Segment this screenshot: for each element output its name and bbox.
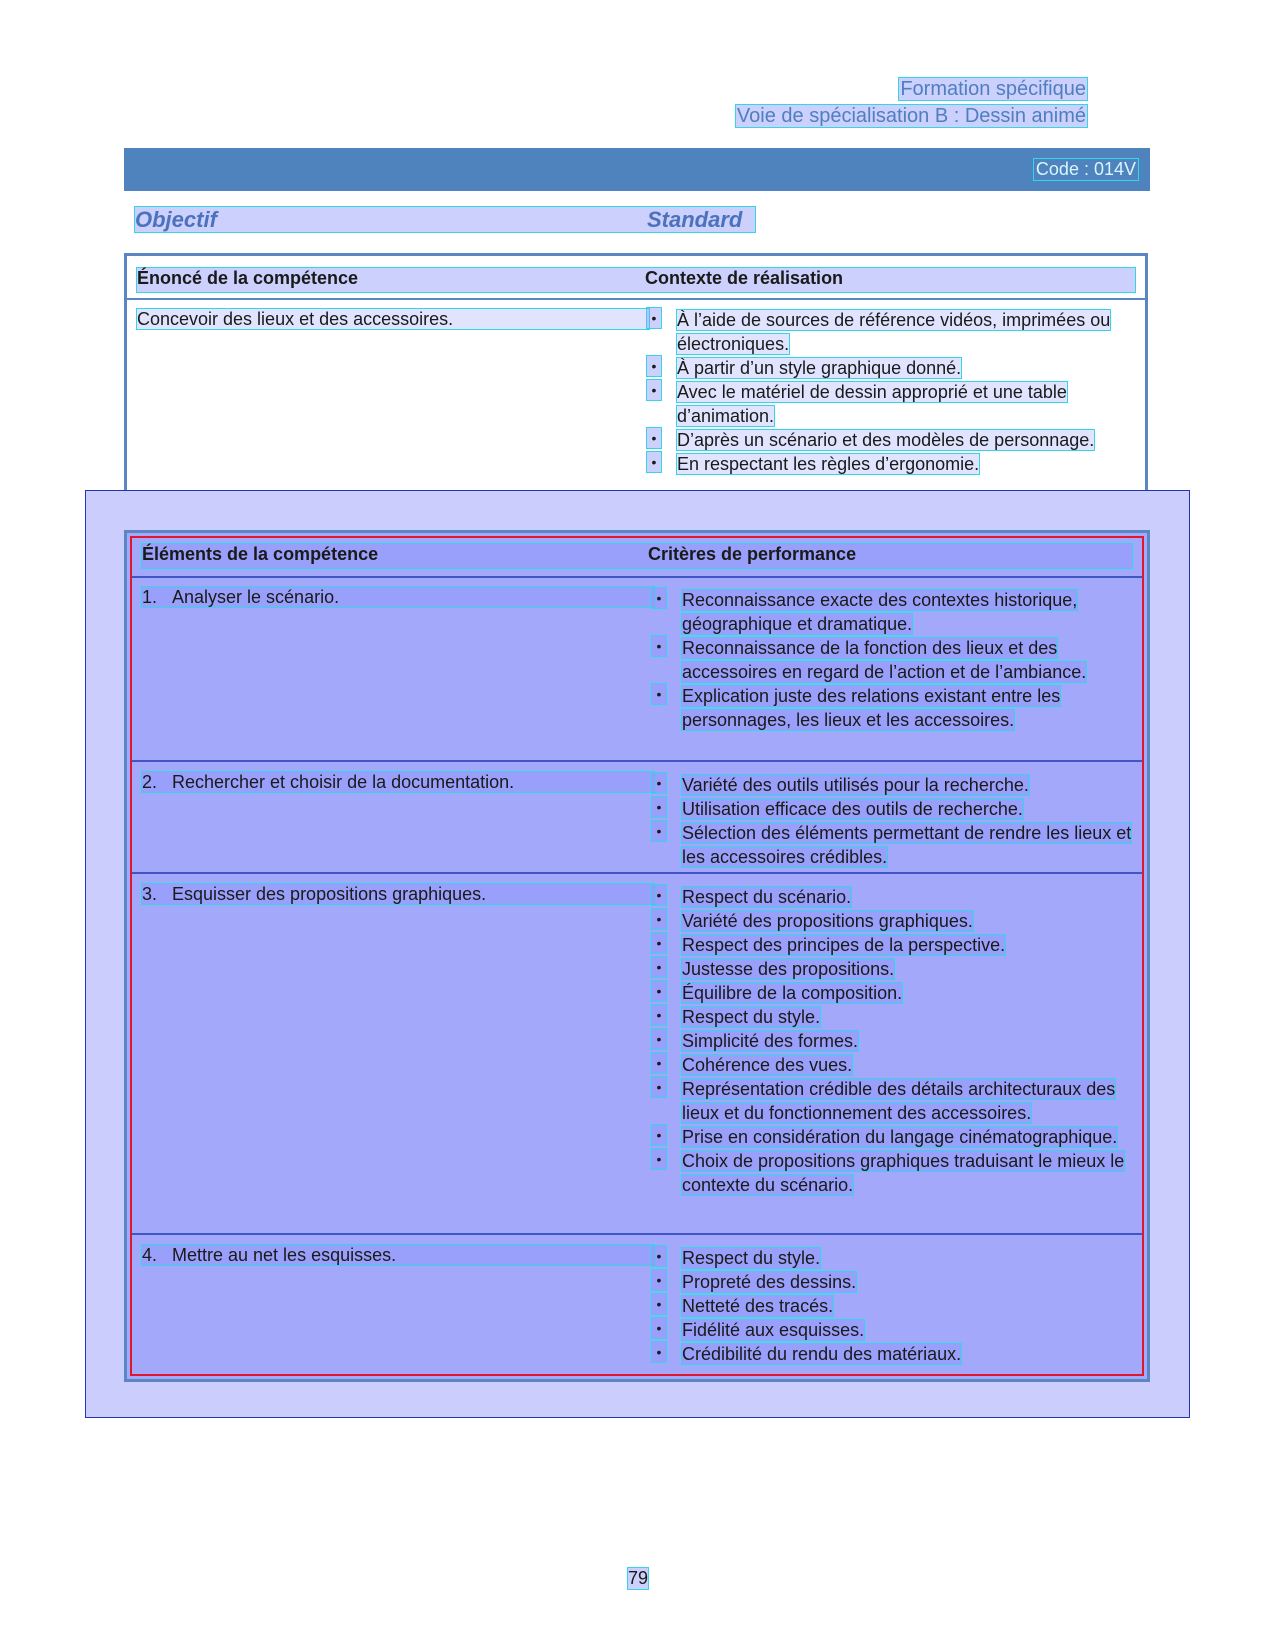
bullet-icon: •	[652, 1318, 666, 1338]
bullet-icon: •	[647, 308, 661, 328]
enonce-value: Concevoir des lieux et des accessoires.	[137, 309, 454, 329]
document-header	[736, 76, 1087, 130]
list-item: • Prise en considération du langage cinématographique.	[652, 1125, 1148, 1149]
bullet-icon: •	[647, 452, 661, 472]
bullet-icon: •	[647, 428, 661, 448]
bullet-icon: •	[652, 636, 666, 656]
list-item: • Cohérence des vues.	[652, 1053, 1148, 1077]
list-item: • Crédibilité du rendu des matériaux.	[652, 1342, 1148, 1366]
row-separator	[132, 760, 1142, 762]
list-item: • Respect du scénario.	[652, 885, 1148, 909]
bullet-icon: •	[652, 981, 666, 1001]
element-number: 2.	[142, 772, 158, 792]
row-separator	[132, 872, 1142, 874]
list-item: • Respect du style.	[652, 1005, 1148, 1029]
element-number: 4.	[142, 1245, 158, 1265]
table2-separator	[132, 576, 1142, 578]
enonce-text	[137, 309, 649, 329]
contexte-list	[647, 308, 1117, 476]
bullet-icon: •	[652, 933, 666, 953]
list-item: • Choix de propositions graphiques traduisant le mieux le contexte du scénario.	[652, 1149, 1148, 1197]
bullet-icon: •	[652, 821, 666, 841]
list-item: • Variété des propositions graphiques.	[652, 909, 1148, 933]
list-item: • Reconnaissance exacte des contextes historique, géographique et dramatique.	[652, 588, 1148, 636]
bullet-icon: •	[652, 1053, 666, 1073]
competency-code: Code : 014V	[1035, 159, 1136, 179]
table2-header-row	[142, 544, 1132, 568]
element-text: Esquisser des propositions graphiques.	[172, 884, 487, 904]
bullet-icon: •	[652, 1149, 666, 1169]
elements-header: Éléments de la compétence	[142, 544, 379, 564]
list-item: • Variété des outils utilisés pour la recherche.	[652, 773, 1148, 797]
enonce-header: Énoncé de la compétence	[137, 268, 359, 288]
bullet-icon: •	[652, 1342, 666, 1362]
header-program: Formation spécifique	[900, 78, 1086, 100]
bullet-icon: •	[652, 1029, 666, 1049]
list-item: • Explication juste des relations existant entre les personnages, les lieux et les accessoires.	[652, 684, 1148, 732]
bullet-icon: •	[652, 1125, 666, 1145]
list-item: • Respect du style.	[652, 1246, 1148, 1270]
bullet-icon: •	[652, 797, 666, 817]
element-text: Mettre au net les esquisses.	[172, 1245, 397, 1265]
bullet-icon: •	[652, 885, 666, 905]
bullet-icon: •	[652, 1077, 666, 1097]
competency-elements-table	[124, 530, 1150, 1382]
element-text: Rechercher et choisir de la documentation.	[172, 772, 515, 792]
list-item: • À l’aide de sources de référence vidéos, imprimées ou électroniques.	[647, 308, 1117, 356]
element-text: Analyser le scénario.	[172, 587, 340, 607]
list-item: • Propreté des dessins.	[652, 1270, 1148, 1294]
competency-statement-table	[124, 253, 1148, 516]
bullet-icon: •	[652, 1294, 666, 1314]
bullet-icon: •	[652, 957, 666, 977]
bullet-icon: •	[647, 380, 661, 400]
section-labels	[135, 207, 755, 232]
element-3	[142, 884, 654, 904]
selection-outline	[130, 536, 1144, 1376]
element-4	[142, 1245, 654, 1265]
list-item: • Fidélité aux esquisses.	[652, 1318, 1148, 1342]
table1-header-row	[137, 268, 1135, 292]
contexte-header: Contexte de réalisation	[645, 268, 844, 288]
criteres-list-2	[652, 773, 1148, 869]
list-item: • Netteté des tracés.	[652, 1294, 1148, 1318]
list-item: • À partir d’un style graphique donné.	[647, 356, 1117, 380]
element-number: 3.	[142, 884, 158, 904]
bullet-icon: •	[652, 684, 666, 704]
bullet-icon: •	[652, 1246, 666, 1266]
list-item: • Représentation crédible des détails architecturaux des lieux et du fonctionnement des accessoires.	[652, 1077, 1148, 1125]
list-item: • Sélection des éléments permettant de rendre les lieux et les accessoires crédibles.	[652, 821, 1148, 869]
standard-label: Standard	[647, 207, 743, 232]
list-item: • Justesse des propositions.	[652, 957, 1148, 981]
list-item: • Avec le matériel de dessin approprié et une table d’animation.	[647, 380, 1117, 428]
bullet-icon: •	[652, 588, 666, 608]
list-item: • Utilisation efficace des outils de recherche.	[652, 797, 1148, 821]
bullet-icon: •	[652, 773, 666, 793]
list-item: • En respectant les règles d’ergonomie.	[647, 452, 1117, 476]
bullet-icon: •	[652, 1005, 666, 1025]
list-item: • Reconnaissance de la fonction des lieux et des accessoires en regard de l’action et de l’ambiance.	[652, 636, 1148, 684]
criteres-list-3	[652, 885, 1148, 1197]
list-item: • Respect des principes de la perspective.	[652, 933, 1148, 957]
list-item: • D’après un scénario et des modèles de personnage.	[647, 428, 1117, 452]
table1-separator	[127, 298, 1145, 300]
bullet-icon: •	[647, 356, 661, 376]
element-2	[142, 772, 654, 792]
objectif-label: Objectif	[135, 207, 217, 232]
list-item: • Équilibre de la composition.	[652, 981, 1148, 1005]
code-bar	[124, 148, 1150, 191]
criteres-list-1	[652, 588, 1148, 732]
header-specialization: Voie de spécialisation B : Dessin animé	[736, 105, 1086, 127]
row-separator	[132, 1233, 1142, 1235]
bullet-icon: •	[652, 1270, 666, 1290]
element-1	[142, 587, 654, 607]
criteres-list-4	[652, 1246, 1148, 1366]
page-number: 79	[628, 1568, 649, 1588]
list-item: • Simplicité des formes.	[652, 1029, 1148, 1053]
element-number: 1.	[142, 587, 158, 607]
criteres-header: Critères de performance	[648, 544, 857, 564]
bullet-icon: •	[652, 909, 666, 929]
